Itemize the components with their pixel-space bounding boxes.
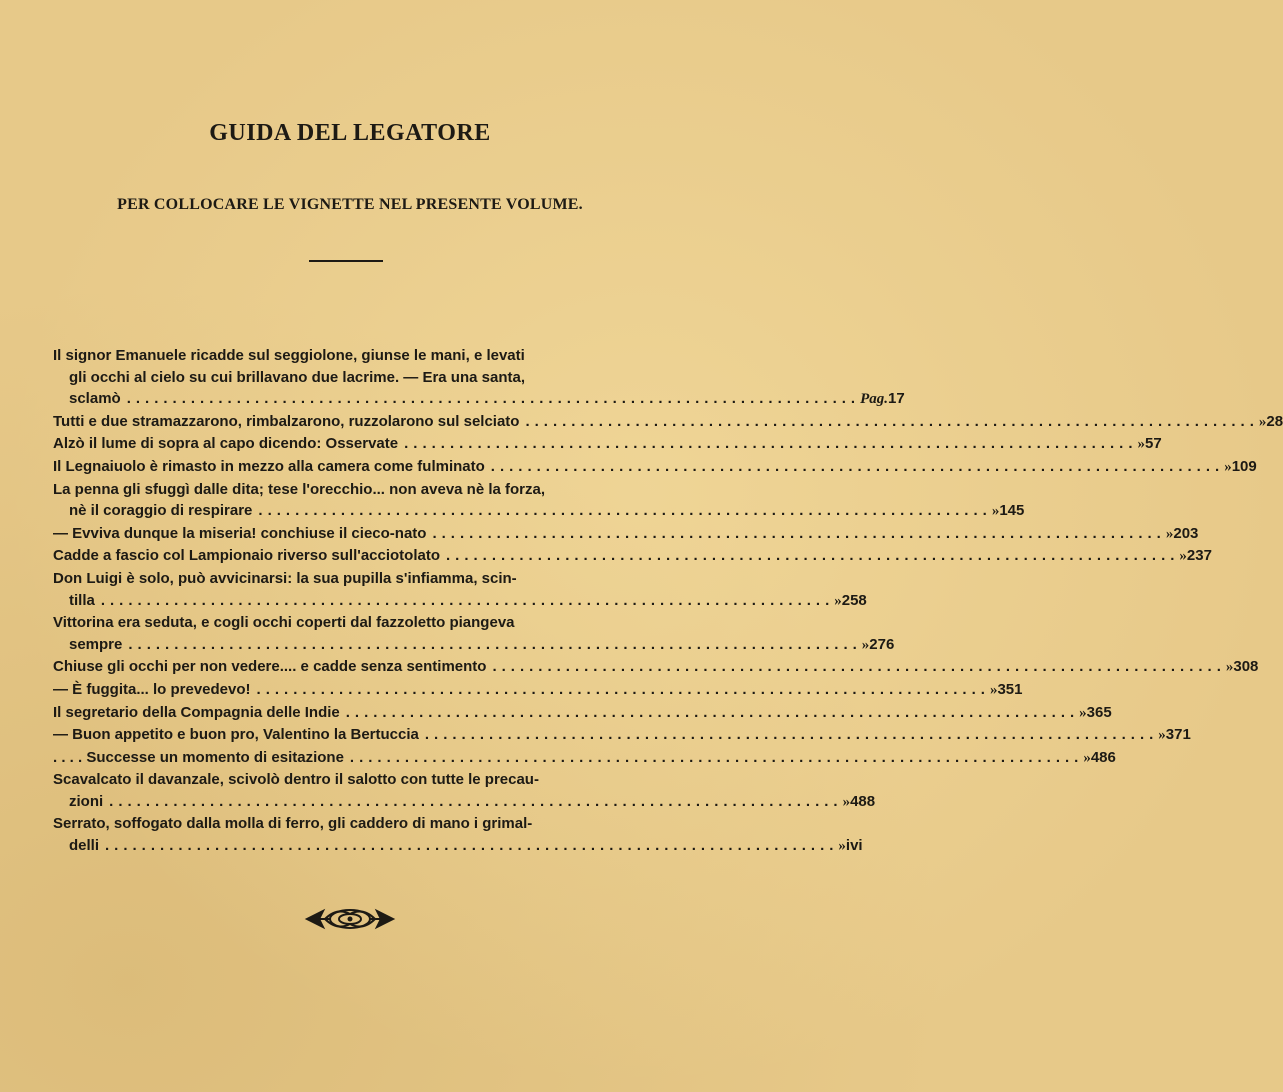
entry-caption-line: — Evviva dunque la miseria! conchiuse il cieco-nato — [53, 524, 427, 542]
page-marker: » — [1137, 436, 1146, 453]
dot-leader: ................................................................................ — [432, 524, 1166, 542]
list-item — [53, 724, 1191, 747]
dot-leader: ................................................................................ — [256, 680, 990, 698]
page-number: 203 — [1173, 524, 1199, 542]
entry-caption-line: — Buon appetito e buon pro, Valentino la Bertuccia — [53, 726, 419, 744]
entry-caption-line: Il segretario della Compagnia delle Indie — [53, 703, 340, 721]
page-number: 109 — [1231, 457, 1257, 475]
entry-last-line — [53, 523, 1199, 546]
page-number: 57 — [1145, 435, 1162, 453]
entry-caption-line: Chiuse gli occhi per non vedere.... e cadde senza sentimento — [53, 658, 487, 676]
page-marker: » — [1079, 704, 1087, 721]
page-marker: » — [1165, 525, 1174, 542]
ornament-icon — [305, 905, 395, 933]
dot-leader: ................................................................................ — [345, 703, 1080, 721]
entry-last-line — [53, 590, 867, 613]
entry-caption-line: Cadde a fascio col Lampionaio riverso sull'acciotolato — [53, 547, 441, 565]
dot-leader: ................................................................................ — [404, 435, 1138, 453]
entry-caption-line: tilla — [69, 591, 95, 609]
page-number: 28 — [1266, 412, 1283, 430]
dot-leader: ................................................................................ — [109, 792, 843, 810]
entry-caption-line: . . . . Successe un momento di esitazione — [53, 748, 344, 766]
entry-last-line — [53, 679, 1023, 702]
entry-caption-line: — È fuggita... lo prevedevo! — [53, 680, 251, 698]
dot-leader: ................................................................................ — [490, 457, 1225, 475]
page-number: 145 — [999, 502, 1025, 520]
page-marker: » — [989, 681, 998, 698]
dot-leader: ................................................................................ — [424, 726, 1159, 744]
list-item — [53, 813, 863, 857]
entry-caption-line: zioni — [69, 792, 104, 810]
entry-caption-line: Alzò il lume di sopra al capo dicendo: Osservate — [53, 435, 399, 453]
entry-caption-line: Vittorina era seduta, e cogli occhi coperti dal fazzoletto piangeva — [53, 614, 515, 632]
entry-caption-line: La penna gli sfuggì dalle dita; tese l'orecchio... non aveva nè la forza, — [53, 480, 546, 498]
list-item — [53, 568, 867, 612]
entry-last-line — [53, 411, 1283, 434]
entry-caption-line: Serrato, soffogato dalla molla di ferro, gli caddero di mano i grimal- — [53, 815, 533, 833]
page-number: 351 — [997, 680, 1023, 698]
list-item — [53, 702, 1112, 725]
page-marker: » — [1225, 659, 1234, 676]
page-number: 308 — [1233, 658, 1259, 676]
entry-last-line — [53, 433, 1162, 456]
entry-caption-line: Scavalcato il davanzale, scivolò dentro il salotto con tutte le precau- — [53, 771, 539, 789]
page-marker: » — [1083, 749, 1091, 766]
dot-leader: ................................................................................ — [525, 412, 1259, 430]
page-number: 237 — [1186, 547, 1212, 565]
entry-last-line — [53, 456, 1257, 479]
entry-last-line — [53, 388, 905, 411]
entry-last-line — [53, 791, 876, 814]
page-marker: » — [1158, 727, 1166, 744]
entry-last-line — [53, 702, 1112, 725]
list-item — [53, 769, 876, 813]
page-marker: » — [1258, 413, 1267, 430]
entry-last-line — [53, 835, 863, 858]
entry-caption-line: Tutti e due stramazzarono, rimbalzarono, ruzzolarono sul selciato — [53, 412, 520, 430]
page-number: 258 — [841, 591, 867, 609]
dot-leader: ................................................................................ — [100, 591, 835, 609]
entry-last-line — [53, 656, 1259, 679]
page-marker: » — [838, 838, 846, 855]
page-number: 486 — [1090, 748, 1116, 766]
dot-leader: ................................................................................ — [126, 390, 861, 408]
dot-leader: ................................................................................ — [446, 547, 1180, 565]
entry-last-line — [53, 634, 895, 657]
dot-leader: ................................................................................ — [128, 635, 862, 653]
list-item — [53, 747, 1116, 770]
entry-caption-line: Il Legnaiuolo è rimasto in mezzo alla camera come fulminato — [53, 457, 485, 475]
page-title: GUIDA DEL LEGATORE — [209, 120, 491, 146]
entry-caption-line: nè il coraggio di respirare — [69, 502, 253, 520]
list-item — [53, 612, 895, 656]
list-item — [53, 456, 1257, 479]
entry-last-line — [53, 500, 1025, 523]
page-number: ivi — [845, 837, 863, 855]
dot-leader: ................................................................................ — [349, 748, 1084, 766]
entry-caption-line: sclamò — [69, 390, 121, 408]
list-item — [53, 656, 1259, 679]
page-marker: » — [834, 592, 842, 609]
entry-last-line — [53, 545, 1212, 568]
entry-caption-line: delli — [69, 837, 100, 855]
entry-caption-line: Il signor Emanuele ricadde sul seggiolone, giunse le mani, e levati — [53, 347, 525, 364]
page-marker: Pag. — [860, 391, 889, 408]
entry-last-line — [53, 724, 1191, 747]
entry-caption-line: Don Luigi è solo, può avvicinarsi: la sua pupilla s'infiamma, scin- — [53, 569, 517, 587]
illustration-index — [53, 345, 1283, 858]
page-marker: » — [1179, 548, 1187, 565]
entry-caption-line: gli occhi al cielo su cui brillavano due lacrime. — Era una santa, — [69, 368, 525, 386]
list-item — [53, 433, 1162, 456]
page-marker: » — [861, 636, 870, 653]
list-item — [53, 479, 1025, 523]
title-rule — [309, 260, 383, 262]
entry-last-line — [53, 747, 1116, 770]
list-item — [53, 523, 1199, 546]
page-number: 371 — [1165, 726, 1191, 744]
page-marker: » — [1224, 458, 1232, 475]
page-marker: » — [842, 793, 851, 810]
list-item — [53, 345, 905, 411]
page-number: 276 — [869, 635, 895, 653]
list-item — [53, 679, 1023, 702]
list-item — [53, 545, 1212, 568]
page-number: 17 — [888, 390, 905, 408]
page-subtitle: PER COLLOCARE LE VIGNETTE NEL PRESENTE VOLUME. — [117, 196, 583, 213]
page-marker: » — [991, 503, 1000, 520]
page-number: 365 — [1086, 703, 1112, 721]
list-item — [53, 411, 1283, 434]
dot-leader: ................................................................................ — [105, 837, 839, 855]
dot-leader: ................................................................................ — [492, 658, 1226, 676]
page-number: 488 — [850, 792, 876, 810]
entry-caption-line: sempre — [69, 635, 123, 653]
dot-leader: ................................................................................ — [258, 502, 992, 520]
